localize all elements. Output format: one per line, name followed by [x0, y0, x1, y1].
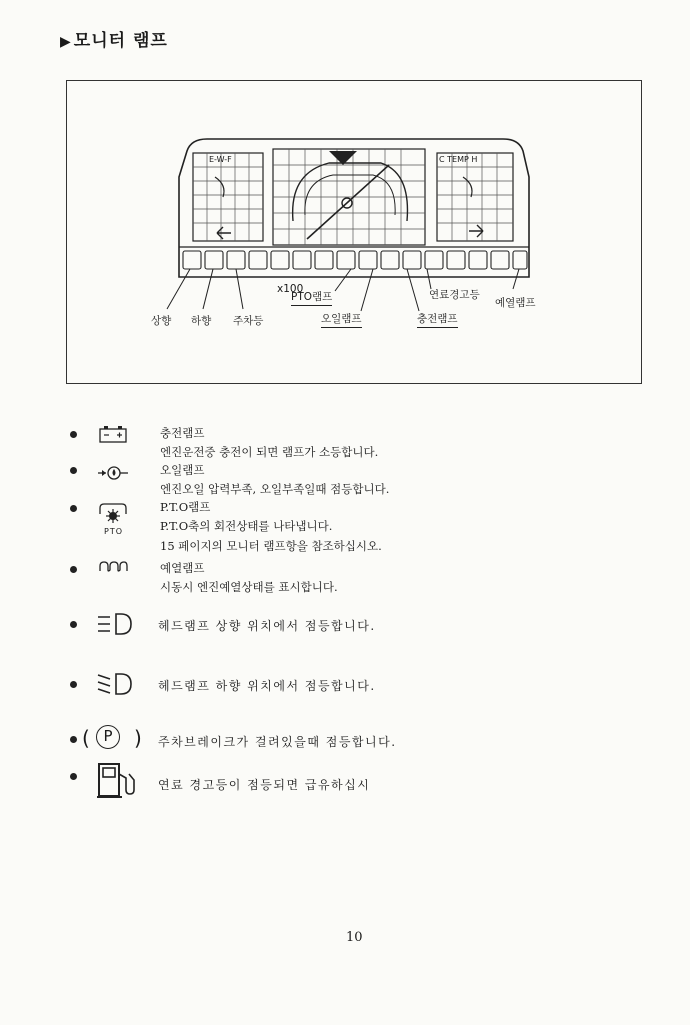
instrument-panel-drawing — [67, 81, 643, 385]
high-beam-icon — [96, 611, 134, 637]
callout-fuel-warning: 연료경고등 — [429, 289, 480, 301]
bullet — [70, 431, 77, 438]
instrument-panel-figure — [66, 80, 642, 384]
item-description: 주차브레이크가 걸려있을때 점등합니다. — [158, 735, 397, 749]
item-description: 시동시 엔진예열상태를 표시합니다. — [160, 580, 338, 594]
callout-tach-x100: x100 — [277, 283, 304, 295]
bullet — [70, 467, 77, 474]
bullet — [70, 681, 77, 688]
fuel-pump-icon — [96, 760, 138, 800]
callout-upper-beam: 상향 — [151, 315, 172, 327]
bullet — [70, 505, 77, 512]
pto-icon-text: PTO — [104, 527, 124, 536]
bullet — [70, 773, 77, 780]
callout-charge: 충전램프 — [417, 311, 458, 328]
bullet — [70, 566, 77, 573]
callout-lower-beam: 하향 — [191, 315, 212, 327]
page-title — [60, 26, 168, 51]
parking-brake-icon: ( P ) — [82, 726, 142, 750]
item-description: 헤드램프 하향 위치에서 점등합니다. — [158, 679, 376, 693]
item-title: 충전램프 — [160, 426, 205, 440]
page-title-text: 모니터 램프 — [73, 31, 168, 51]
callout-gauge-right: C TEMP H — [439, 155, 478, 164]
callout-oil: 오일램프 — [321, 311, 362, 328]
bullet — [70, 621, 77, 628]
item-description: 15 페이지의 모니터 램프항을 참조하십시오. — [160, 539, 382, 553]
item-description: 헤드램프 상향 위치에서 점등합니다. — [158, 619, 376, 633]
callout-preheat: 예열램프 — [495, 297, 536, 309]
item-description: 연료 경고등이 점등되면 급유하십시 — [158, 778, 371, 792]
item-description: 엔진오일 압력부족, 오일부족일때 점등합니다. — [160, 482, 390, 496]
glow-plug-icon — [98, 558, 128, 574]
item-title: 예열램프 — [160, 561, 205, 575]
item-description: 엔진운전중 충전이 되면 램프가 소등합니다. — [160, 445, 379, 459]
battery-icon — [98, 424, 128, 444]
oil-can-icon — [96, 461, 130, 483]
callout-parking: 주차등 — [233, 315, 264, 327]
item-description: P.T.O축의 회전상태를 나타냅니다. — [160, 519, 333, 533]
pto-icon — [98, 500, 128, 540]
item-title: P.T.O램프 — [160, 500, 211, 514]
low-beam-icon — [96, 671, 134, 697]
item-title: 오일램프 — [160, 463, 205, 477]
parking-brake-icon-text: P — [96, 725, 120, 749]
callout-gauge-left: E-W-F — [209, 155, 232, 164]
triangle-arrow-icon: ▶ — [60, 34, 72, 50]
page-number: 10 — [346, 930, 363, 945]
callout-pto: PTO램프 — [291, 289, 332, 306]
bullet — [70, 736, 77, 743]
